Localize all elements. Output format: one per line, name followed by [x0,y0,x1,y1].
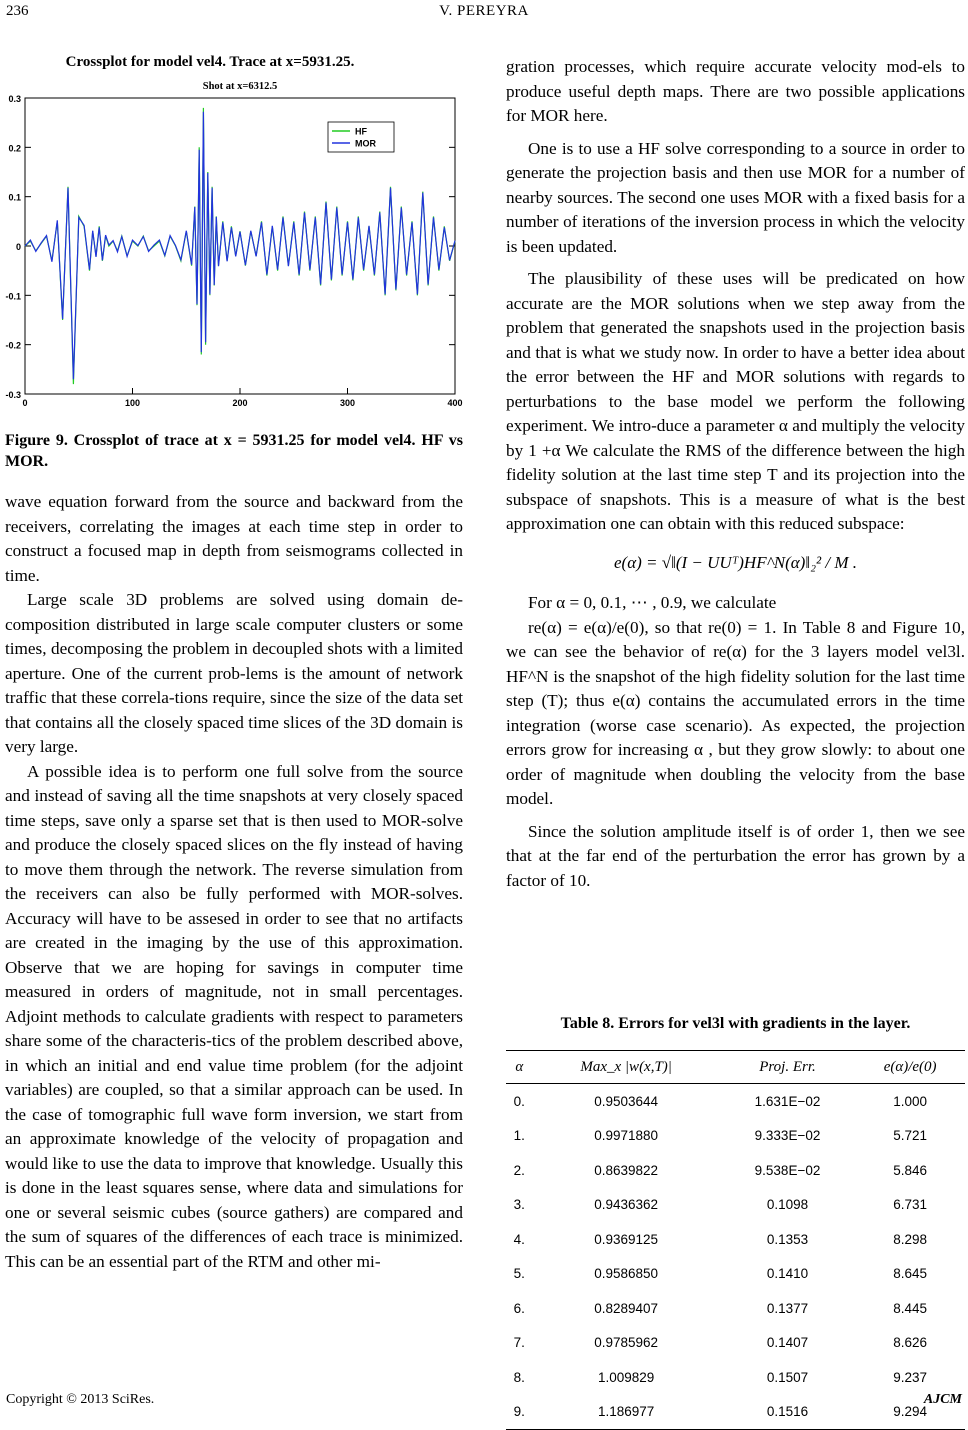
x-tick-label: 100 [124,398,141,408]
y-tick-label: -0.1 [5,291,21,302]
relative-error-definition: re(α) = e(α)/e(0), so that re(0) = 1. [528,617,777,637]
right-column-text [506,55,965,893]
table-cell: 9. [506,1395,533,1430]
table-cell: 0.1507 [766,1369,809,1385]
table-cell: 8.626 [893,1335,928,1351]
table-cell: 9.294 [855,1395,965,1430]
table-row [506,1153,965,1188]
table-row [506,1084,965,1119]
table-cell: 9.333E−02 [754,1128,821,1144]
table-cell: 0.1407 [766,1335,809,1351]
table-cell: 0.9586850 [594,1266,659,1282]
footer-journal: AJCM [923,1392,962,1407]
paragraph: gration processes, which require accurate velocity mod-els to produce useful depth maps. There are two possible applications for MOR here. [506,57,965,125]
table-row [506,1257,965,1292]
table-cell: 1.186977 [533,1395,720,1430]
table-cell: 0.1353 [766,1231,809,1247]
y-tick-label: 0.3 [8,94,21,104]
table-row [506,1360,965,1395]
table-cell: 8.298 [893,1231,928,1247]
table-row [506,1119,965,1154]
table-cell: 0.1098 [766,1197,809,1213]
x-tick-label: 400 [447,398,463,408]
table-cell: 0.8289407 [594,1300,659,1316]
figure-9-chart [5,52,465,422]
table-cell: 6. [513,1300,525,1316]
table-cell: 5.846 [893,1162,928,1178]
table-cell: 0.8639822 [594,1162,659,1178]
table-cell: 0.1377 [766,1300,809,1316]
table-cell: 0. [513,1093,525,1109]
chart-legend [328,122,394,152]
rms-equation: e(α) = √‖(I − UUᵀ)HF^N(α)‖₂² / M . [613,552,858,572]
paragraph: wave equation forward from the source and backward from the receivers, correlating the images at each time step in order to construct a focused map in depth from seismograms collected in time. [5,492,463,585]
table-cell: 0.1410 [766,1266,809,1282]
table-cell: 1.009829 [598,1369,655,1385]
table-cell: 8. [513,1369,525,1385]
table-cell: 1.631E−02 [754,1093,821,1109]
y-tick-label: -0.3 [5,390,21,400]
table-cell: 1. [513,1128,525,1144]
table-title: Table 8. Errors for vel3l with gradients in the layer. [560,1015,911,1032]
table-cell: 7. [513,1335,525,1351]
table-cell: 0.9436362 [594,1197,659,1213]
table-row [506,1395,965,1430]
table-header: α [506,1051,533,1084]
table-row [506,1188,965,1223]
table-cell: 8.645 [893,1266,928,1282]
paragraph [506,616,965,812]
table-header: e(α)/e(0) [855,1051,965,1084]
running-header-author: V. PEREYRA [439,3,529,19]
x-tick-label: 300 [339,398,356,408]
table-cell: 1.000 [893,1093,928,1109]
y-tick-label: 0.2 [8,143,21,154]
errors-table [506,1050,965,1430]
x-tick-label: 0 [22,398,28,408]
y-tick-label: -0.2 [5,340,21,351]
table-cell: 6.731 [893,1197,928,1213]
chart-title: Crossplot for model vel4. Trace at x=5931.25. [65,54,355,70]
table-cell: 0.9785962 [594,1335,659,1351]
figure-caption: Figure 9. Crossplot of trace at x = 5931.25 for model vel4. HF vs MOR. [5,432,463,470]
table-row [506,1326,965,1361]
table-row [506,1222,965,1257]
left-column-text [5,490,463,1274]
paragraph: A possible idea is to perform one full solve from the source and instead of saving all the time snapshots at very closely spaced time steps, save only a sparse set that is then used to MOR-solve and produce the closely spaced slices on the fly instead of having to move them through the network. The reverse simulation from the receivers can also be fully performed with MOR-solves. Accuracy will have to be assesed in order to see that no artifacts are created in the imaging by the use of this approximation. Observe that we are hoping for savings in computer time measured in orders of magnitude, not in small percentages. Adjoint methods to calculate gradients with respect to parameters share some of the characteris-tics of the problem described above, in which an initial and end value time problem (for the adjoint variables) are coupled, so that a similar approach can be used. In the case of tomographic full wave form inversion, we start from an approximate knowledge of the velocity of propagation and would like to use the data to improve that knowledge. Usually this is done in the least squares sense, where data and simulations for one or several seismic cubes (source gathers) are compared and the sum of squares of the differences of each trace is minimized. This can be an essential part of the RTM and other mi- [5,761,463,1271]
legend-label: HF [355,126,367,137]
table-cell: 5. [513,1266,525,1282]
table-cell: 3. [513,1197,525,1213]
table-cell: 4. [513,1231,525,1247]
paragraph: Since the solution amplitude itself is of order 1, then we see that at the far end of the perturbation the error has grown by a factor of 10. [506,821,965,890]
table-cell: 0.1516 [720,1395,855,1430]
table-cell: 2. [513,1162,525,1178]
legend-label: MOR [355,138,376,149]
table-cell: 0.9369125 [594,1231,659,1247]
table-cell: 5.721 [893,1128,928,1144]
page-number: 236 [6,3,29,19]
footer-copyright: Copyright © 2013 SciRes. [6,1392,155,1407]
table-cell: 0.9503644 [594,1093,659,1109]
table-header: Proj. Err. [720,1051,855,1084]
x-tick-label: 200 [232,398,248,408]
table-row [506,1291,965,1326]
y-tick-label: 0 [15,242,21,252]
table-cell: 8.445 [893,1300,928,1316]
paragraph: One is to use a HF solve corresponding to a source in order to generate the projection basis and then use MOR for a number of nearby sources. The second one uses MOR with a fixed basis for a number of iterations of the inversion process in which the velocity is been updated. [506,138,965,256]
paragraph: For α = 0, 0.1, ⋯ , 0.9, we calculate [528,593,777,612]
paragraph-continuation: In Table 8 and Figure 10, we can see the behavior of re(α) for the 3 layers model vel3l. HF^N is the snapshot of the high fidelity solution for the last time step (T); thus e(α) contains the accumulated errors in the time integration (worse case scenario). As expected, the projection errors grow for increasing α , but they grow slowly: to about one order of magnitude when doubling the velocity from the base model. [506,617,966,808]
chart-subtitle: Shot at x=6312.5 [202,81,278,92]
paragraph: Large scale 3D problems are solved using domain de-composition distributed in large scale computer clusters or some times, decomposing the problem in decoupled shots with a limited aperture. One of the current prob-lems is the amount of network traffic that these correla-tions require, since the size of the data set that contains all the closely spaced time slices of the 3D domain is very large. [5,590,463,756]
table-header: Max_x |w(x,T)| [533,1051,720,1084]
paragraph: The plausibility of these uses will be predicated on how accurate are the MOR solutions when we step away from the problem that generated the snapshots used in the projection basis and that is what we study now. In order to have a better idea about the error between the HF and MOR solutions with regards to perturbations to the base model we perform the following experiment. We intro-duce a parameter α and multiply the velocity by 1 +α We calculate the RMS of the difference between the high fidelity solution at the last time step T and its projection into the subspace of snapshots. This is a measure of what is the best approximation one can obtain with this reduced subspace: [506,269,965,533]
table-cell: 9.538E−02 [754,1162,821,1178]
table-cell: 9.237 [893,1369,928,1385]
table-cell: 0.9971880 [594,1128,659,1144]
y-tick-label: 0.1 [8,192,21,203]
